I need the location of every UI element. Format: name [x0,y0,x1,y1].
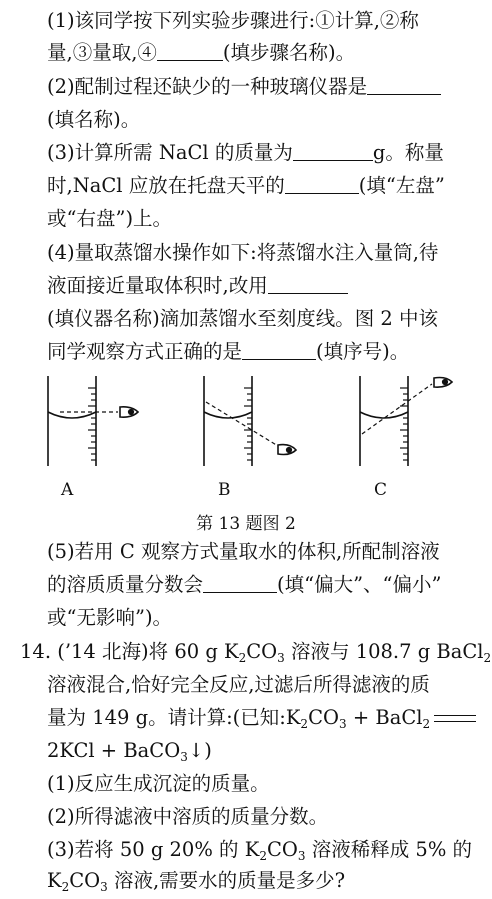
answer-blank[interactable] [157,42,223,61]
figure-label-c: C [374,480,388,500]
q13-part3-hint: (填“左盘” [358,174,445,197]
q14-text: CO [266,838,298,861]
q14-part1: (1)反应生成沉淀的质量。 [47,772,270,795]
cylinder-c [360,376,452,466]
q14-text: ↓) [187,739,212,762]
q13-part3-text: (3)计算所需 NaCl 的质量为 [47,141,293,164]
figure-caption: 第 13 题图 2 [196,514,296,534]
answer-blank[interactable] [367,76,441,95]
q14-text: 溶液,需要水的质量是多少? [107,869,346,892]
q13-part4-text2: 同学观察方式正确的是 [47,340,243,363]
figure-label-a: A [61,480,74,500]
q13-part3-text2: 时,NaCl 应放在托盘天平的 [47,174,285,197]
subscript: 2 [300,717,309,731]
answer-blank[interactable] [293,142,373,161]
answer-blank[interactable] [242,341,316,360]
q13-part1-line1: (1)该同学按下列实验步骤进行:①计算,②称 [47,9,419,32]
q14-text: CO [69,869,101,892]
answer-blank[interactable] [268,275,348,294]
q13-part5-line3: 或“无影响”)。 [47,606,173,629]
q13-part5-hint: (填“偏大”、“偏小” [277,573,442,596]
q13-part1-line2 [47,38,355,68]
q14-line4 [47,736,212,766]
subscript: 2 [259,849,267,863]
figure-label-b: B [218,480,231,500]
q14-part3-line2 [47,866,345,896]
q13-part4-line1: (4)量取蒸馏水操作如下:将蒸馏水注入量筒,待 [47,241,439,264]
q13-part5-line1: (5)若用 C 观察方式量取水的体积,所配制溶液 [47,540,440,563]
cylinder-a [48,376,138,466]
q13-part2-text: (2)配制过程还缺少的一种玻璃仪器是 [47,75,368,98]
q13-part4-text: 液面接近量取体积时,改用 [47,274,268,297]
q13-part4-line3: (填仪器名称)滴加蒸馏水至刻度线。图 2 中该 [47,307,439,330]
q14-text: K [47,869,62,892]
q13-part3-line1 [47,138,444,168]
q14-text: CO [308,706,339,729]
subscript: 3 [338,717,347,731]
subscript: 3 [297,849,306,863]
subscript: 2 [483,651,492,665]
q14-text: (3)若将 50 g 20% 的 K [47,838,260,861]
cylinder-b [204,376,296,466]
q14-part3-line1 [47,835,472,865]
q14-text: 量为 149 g。请计算:(已知:K [47,706,301,729]
subscript: 2 [238,651,247,665]
subscript: 3 [277,651,285,665]
q13-part3-line2 [47,171,445,201]
cylinder-reading-figure [0,370,492,510]
q14-text: 溶液与 108.7 g BaCl [284,640,484,663]
q14-text: 溶液稀释成 5% 的 [305,838,473,861]
q14-text: (’14 北海)将 60 g K [57,640,239,663]
q13-part4-hint: (填序号)。 [316,340,410,363]
q14-text: CO [246,640,278,663]
subscript: 3 [180,750,188,764]
q14-part2: (2)所得滤液中溶质的质量分数。 [47,805,329,828]
question-number: 14. [20,640,52,663]
q13-part1-hint: (填步骤名称)。 [222,41,356,64]
answer-blank[interactable] [285,175,359,194]
q14-line2: 溶液混合,恰好完全反应,过滤后所得滤液的质 [47,673,430,696]
q13-part4-line4 [47,337,409,367]
answer-blank[interactable] [203,574,277,593]
q13-part2-line2: (填名称)。 [47,108,141,131]
subscript: 3 [100,880,108,894]
q14-text: 2KCl + BaCO [47,739,181,762]
q14-line3 [47,703,480,733]
q13-part1-text: 量,③量取,④ [47,41,157,64]
subscript: 2 [422,717,431,731]
q13-part2-line1 [47,72,441,102]
q14-text: + BaCl [346,706,423,729]
q14-line1 [20,637,491,667]
q13-part5-line2 [47,570,442,600]
q13-part4-line2 [47,271,348,301]
q13-part3-line3: 或“右盘”)上。 [47,207,173,230]
q13-part3-unit: g。称量 [372,141,444,164]
q13-part5-text: 的溶质质量分数会 [47,573,204,596]
subscript: 2 [61,880,70,894]
reaction-equals-sign [434,712,476,726]
